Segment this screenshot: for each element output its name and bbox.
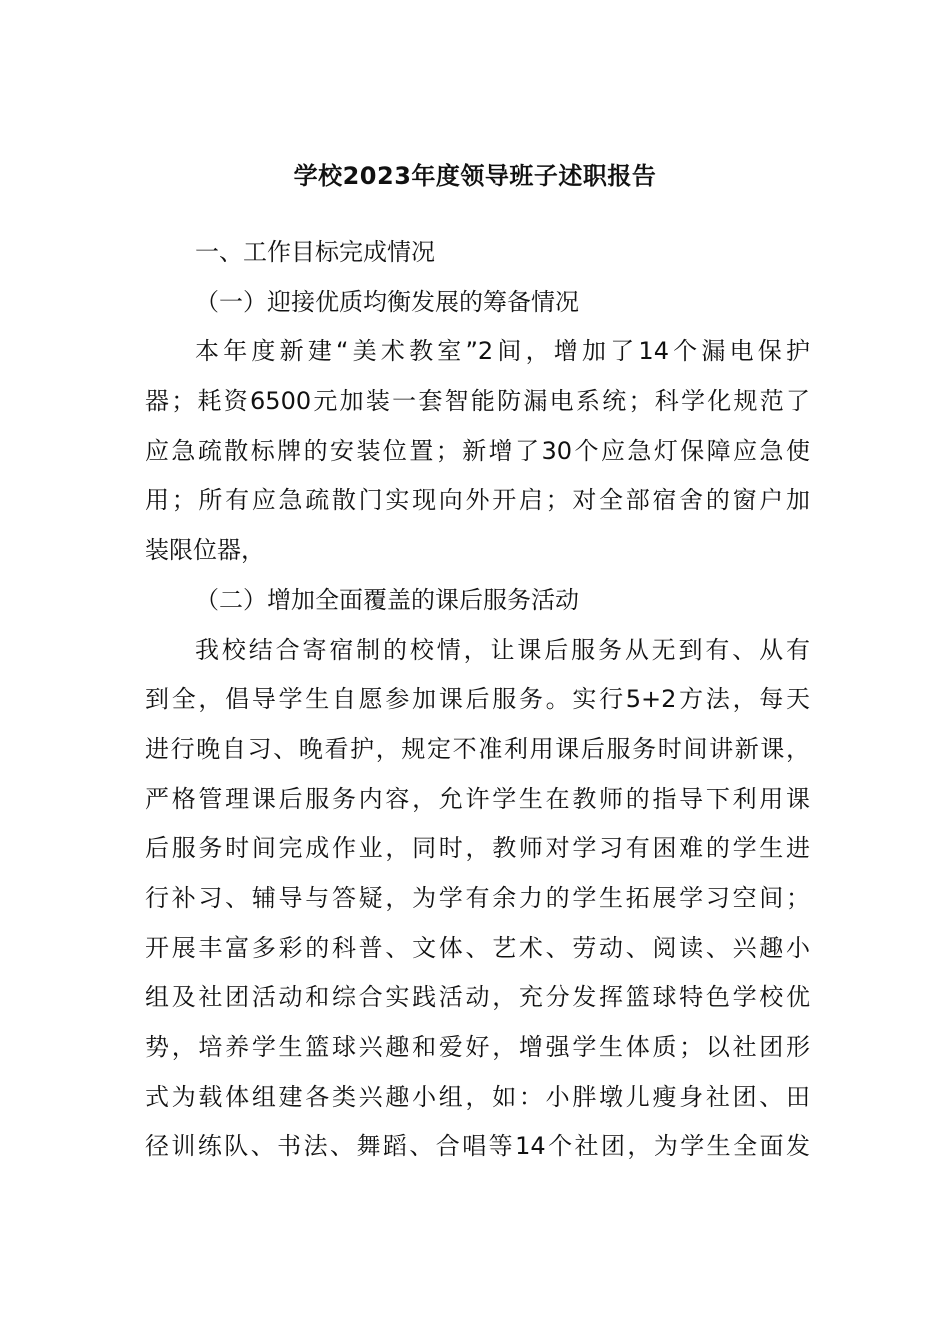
text-line: 一、工作目标完成情况 [195, 238, 435, 266]
text-line: 到全，倡导学生自愿参加课后服务。实行5+2方法，每天 [145, 685, 810, 714]
text-line: （二）增加全面覆盖的课后服务活动 [195, 585, 579, 614]
text-line: 进行晚自习、晚看护，规定不准利用课后服务时间讲新课， [145, 734, 810, 763]
text-line: 本年度新建“美术教室”2间，增加了14个漏电保护 [195, 337, 810, 366]
text-line: 后服务时间完成作业，同时，教师对学习有困难的学生进 [145, 834, 810, 863]
text-line: 径训练队、书法、舞蹈、合唱等14个社团，为学生全面发 [145, 1132, 810, 1161]
document-title: 学校2023年度领导班子述职报告 [293, 162, 657, 190]
text-line: 式为载体组建各类兴趣小组，如：小胖墩儿瘦身社团、田 [145, 1082, 810, 1111]
text-line: 组及社团活动和综合实践活动，充分发挥篮球特色学校优 [145, 983, 810, 1012]
text-line: 行补习、辅导与答疑，为学有余力的学生拓展学习空间； [145, 883, 810, 912]
text-line: 势，培养学生篮球兴趣和爱好，增强学生体质；以社团形 [145, 1033, 810, 1061]
text-line: 用；所有应急疏散门实现向外开启；对全部宿舍的窗户加 [145, 486, 810, 515]
text-line: 器；耗资6500元加装一套智能防漏电系统；科学化规范了 [145, 387, 810, 416]
text-line: 装限位器， [145, 536, 265, 565]
document-body [145, 228, 810, 1172]
text-line: 严格管理课后服务内容，允许学生在教师的指导下利用课 [145, 784, 810, 813]
text-line: 开展丰富多彩的科普、文体、艺术、劳动、阅读、兴趣小 [145, 933, 810, 962]
text-line: 应急疏散标牌的安装位置；新增了30个应急灯保障应急使 [145, 436, 810, 465]
text-line: 我校结合寄宿制的校情，让课后服务从无到有、从有 [195, 635, 810, 664]
text-line: （一）迎接优质均衡发展的筹备情况 [195, 287, 579, 316]
